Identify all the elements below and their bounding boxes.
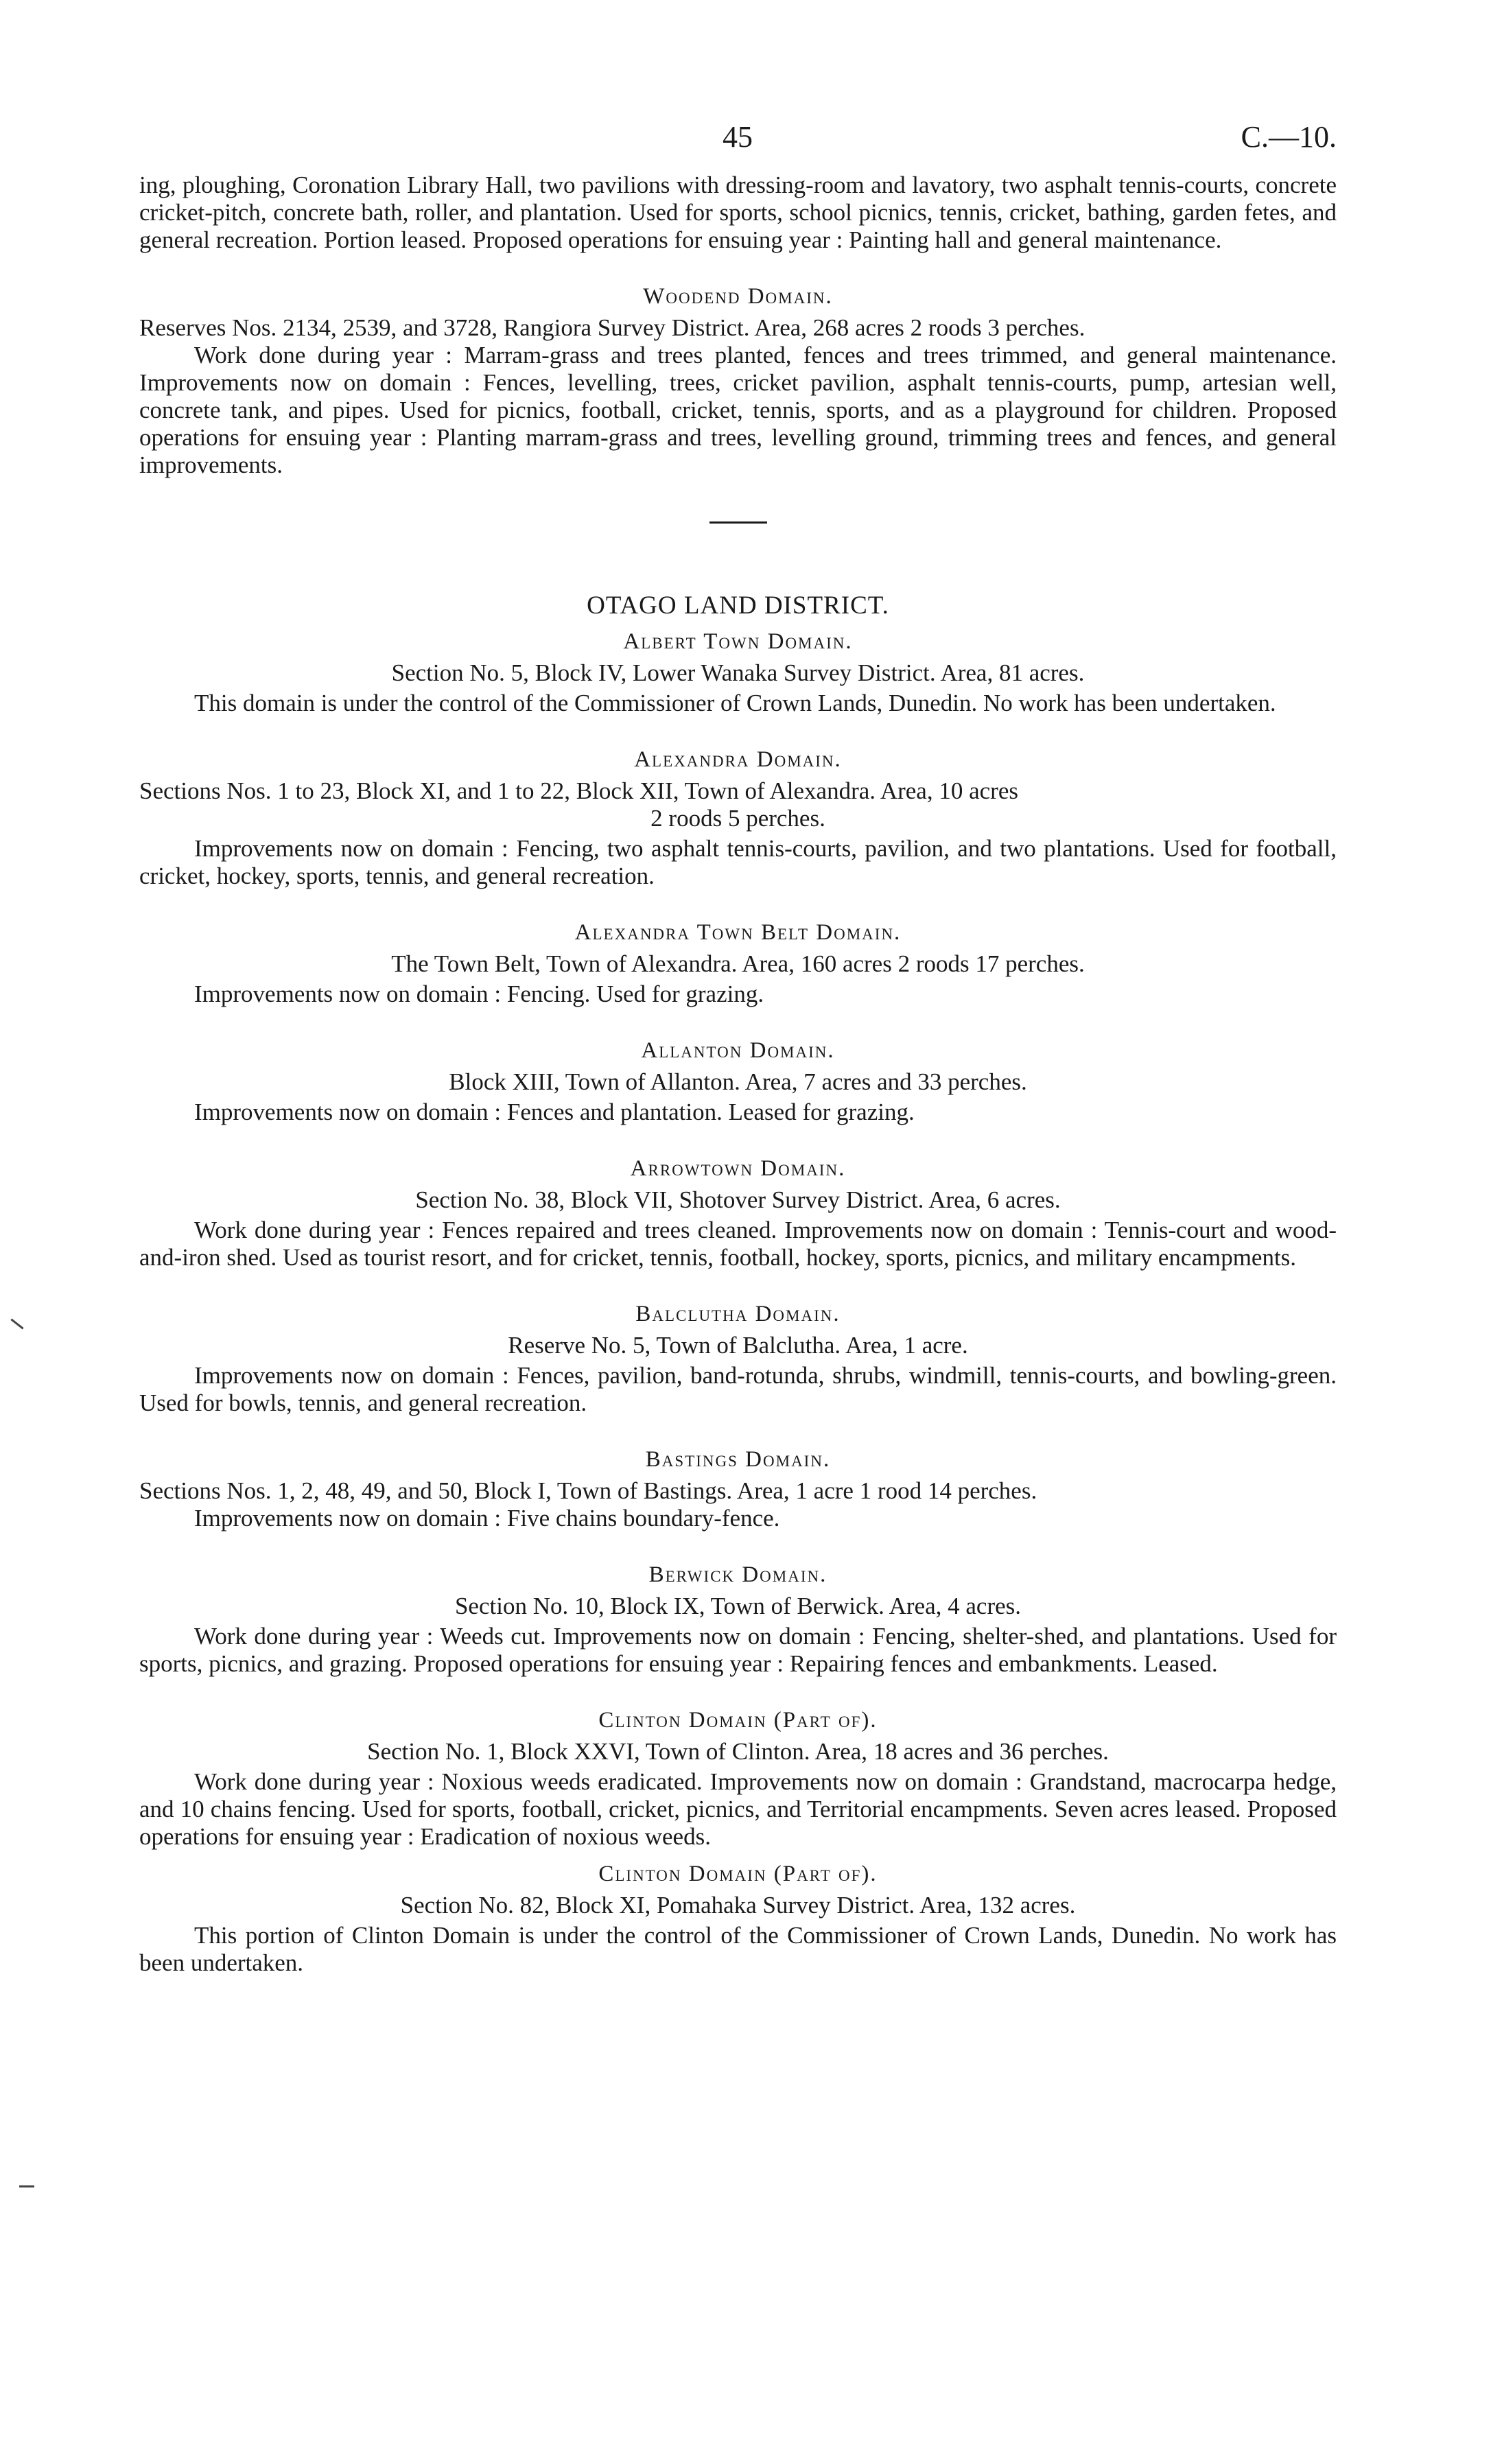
clinton-2-heading: Clinton Domain (Part of). <box>598 1862 878 1886</box>
alexandra-town-belt-heading: Alexandra Town Belt Domain. <box>574 920 902 945</box>
alexandra-town-belt-improvements: Improvements now on domain : Fencing. Used for grazing. <box>194 981 764 1007</box>
alexandra-heading: Alexandra Domain. <box>634 747 842 772</box>
woodend-work: Work done during year : Marram-grass and trees planted, fences and trees trimmed, and general maintenance. Improvements now on domain : Fences, levelling, trees, cricket pavilion, asphalt tennis-courts, pump, artesian well, concrete tank, and pipes. Used for picnics, football, cricket, tennis, sports, and as a playground for children. Proposed operations for ensuing year : Planting marram-grass and trees, levelling ground, trimming trees and fences, and general improvements. <box>139 342 1337 478</box>
allanton-domain <box>139 1037 1337 1126</box>
balclutha-domain <box>139 1300 1337 1417</box>
allanton-section: Block XIII, Town of Allanton. Area, 7 acres and 33 perches. <box>449 1068 1027 1095</box>
bastings-sections: Sections Nos. 1, 2, 48, 49, and 50, Block I, Town of Bastings. Area, 1 acre 1 rood 14 perches. <box>139 1477 1037 1504</box>
continuation-paragraph: ing, ploughing, Coronation Library Hall, two pavilions with dressing-room and lavatory, two asphalt tennis-courts, concrete cricket-pitch, concrete bath, roller, and plantation. Used for sports, school picnics, tennis, cricket, bathing, garden fetes, and general recreation. Portion leased. Proposed operations for ensuing year : Painting hall and general maintenance. <box>139 172 1337 253</box>
woodend-domain <box>139 283 1337 479</box>
albert-town-heading: Albert Town Domain. <box>623 629 853 654</box>
clinton-1-heading: Clinton Domain (Part of). <box>598 1708 878 1733</box>
alexandra-improvements: Improvements now on domain : Fencing, two asphalt tennis-courts, pavilion, and two plantations. Used for football, cricket, hockey, sports, tennis, and general recreation. <box>139 835 1337 889</box>
arrowtown-section: Section No. 38, Block VII, Shotover Survey District. Area, 6 acres. <box>415 1186 1061 1213</box>
alexandra-sections-line2: 2 roods 5 perches. <box>650 805 825 832</box>
bastings-domain <box>139 1446 1337 1532</box>
balclutha-heading: Balclutha Domain. <box>635 1302 841 1326</box>
bastings-heading: Bastings Domain. <box>645 1447 831 1472</box>
albert-town-section: Section No. 5, Block IV, Lower Wanaka Survey District. Area, 81 acres. <box>391 659 1085 686</box>
margin-mark-upper <box>10 1319 23 1330</box>
balclutha-improvements: Improvements now on domain : Fences, pavilion, band-rotunda, shrubs, windmill, tennis-courts, and bowling-green. Used for bowls, tennis, and general recreation. <box>139 1362 1337 1416</box>
berwick-section: Section No. 10, Block IX, Town of Berwick. Area, 4 acres. <box>454 1593 1022 1619</box>
balclutha-section: Reserve No. 5, Town of Balclutha. Area, 1 acre. <box>508 1332 968 1359</box>
bastings-improvements: Improvements now on domain : Five chains boundary-fence. <box>194 1505 780 1532</box>
clinton-domain-part-2 <box>139 1860 1337 1977</box>
berwick-heading: Berwick Domain. <box>648 1562 827 1587</box>
allanton-heading: Allanton Domain. <box>641 1038 835 1063</box>
arrowtown-heading: Arrowtown Domain. <box>630 1156 846 1181</box>
berwick-work: Work done during year : Weeds cut. Improvements now on domain : Fencing, shelter-shed, and plantations. Used for sports, picnics, and grazing. Proposed operations for ensuing year : Repairing fences and embankments. Leased. <box>139 1623 1337 1677</box>
alexandra-town-belt-domain <box>139 919 1337 1008</box>
page-header <box>139 117 1337 172</box>
clinton-1-work: Work done during year : Noxious weeds eradicated. Improvements now on domain : Grandstand, macrocarpa hedge, and 10 chains fencing. Used for sports, football, cricket, picnics, and Territorial encampments. Seven acres leased. Proposed operations for ensuing year : Eradication of noxious weeds. <box>139 1768 1337 1850</box>
berwick-domain <box>139 1561 1337 1678</box>
arrowtown-work: Work done during year : Fences repaired and trees cleaned. Improvements now on domain : Tennis-court and wood-and-iron shed. Used as tourist resort, and for cricket, tennis, football, hockey, sports, picnics, and military encampments. <box>139 1217 1337 1271</box>
clinton-2-section: Section No. 82, Block XI, Pomahaka Survey District. Area, 132 acres. <box>400 1892 1076 1919</box>
allanton-improvements: Improvements now on domain : Fences and plantation. Leased for grazing. <box>194 1099 915 1125</box>
text-column <box>139 117 1337 1977</box>
albert-town-domain <box>139 628 1337 717</box>
margin-mark-lower <box>19 2185 34 2187</box>
otago-district-title: OTAGO LAND DISTRICT. <box>587 591 889 620</box>
alexandra-sections-line1: Sections Nos. 1 to 23, Block XI, and 1 to 22, Block XII, Town of Alexandra. Area, 10 acres <box>139 777 1018 804</box>
woodend-reserves: Reserves Nos. 2134, 2539, and 3728, Rangiora Survey District. Area, 268 acres 2 roods 3 perches. <box>139 314 1085 341</box>
clinton-2-note: This portion of Clinton Domain is under the control of the Commissioner of Crown Lands, Dunedin. No work has been undertaken. <box>139 1922 1337 1976</box>
albert-town-note: This domain is under the control of the Commissioner of Crown Lands, Dunedin. No work has been undertaken. <box>194 690 1276 716</box>
woodend-heading: Woodend Domain. <box>643 284 833 309</box>
alexandra-town-belt-section: The Town Belt, Town of Alexandra. Area, 160 acres 2 roods 17 perches. <box>391 950 1085 977</box>
alexandra-domain <box>139 746 1337 890</box>
page-number: 45 <box>723 120 753 154</box>
clinton-1-section: Section No. 1, Block XXVI, Town of Clinton. Area, 18 acres and 36 perches. <box>367 1738 1109 1765</box>
section-divider <box>709 521 767 524</box>
arrowtown-domain <box>139 1155 1337 1271</box>
document-reference: C.—10. <box>1241 120 1337 154</box>
clinton-domain-part-1 <box>139 1706 1337 1851</box>
